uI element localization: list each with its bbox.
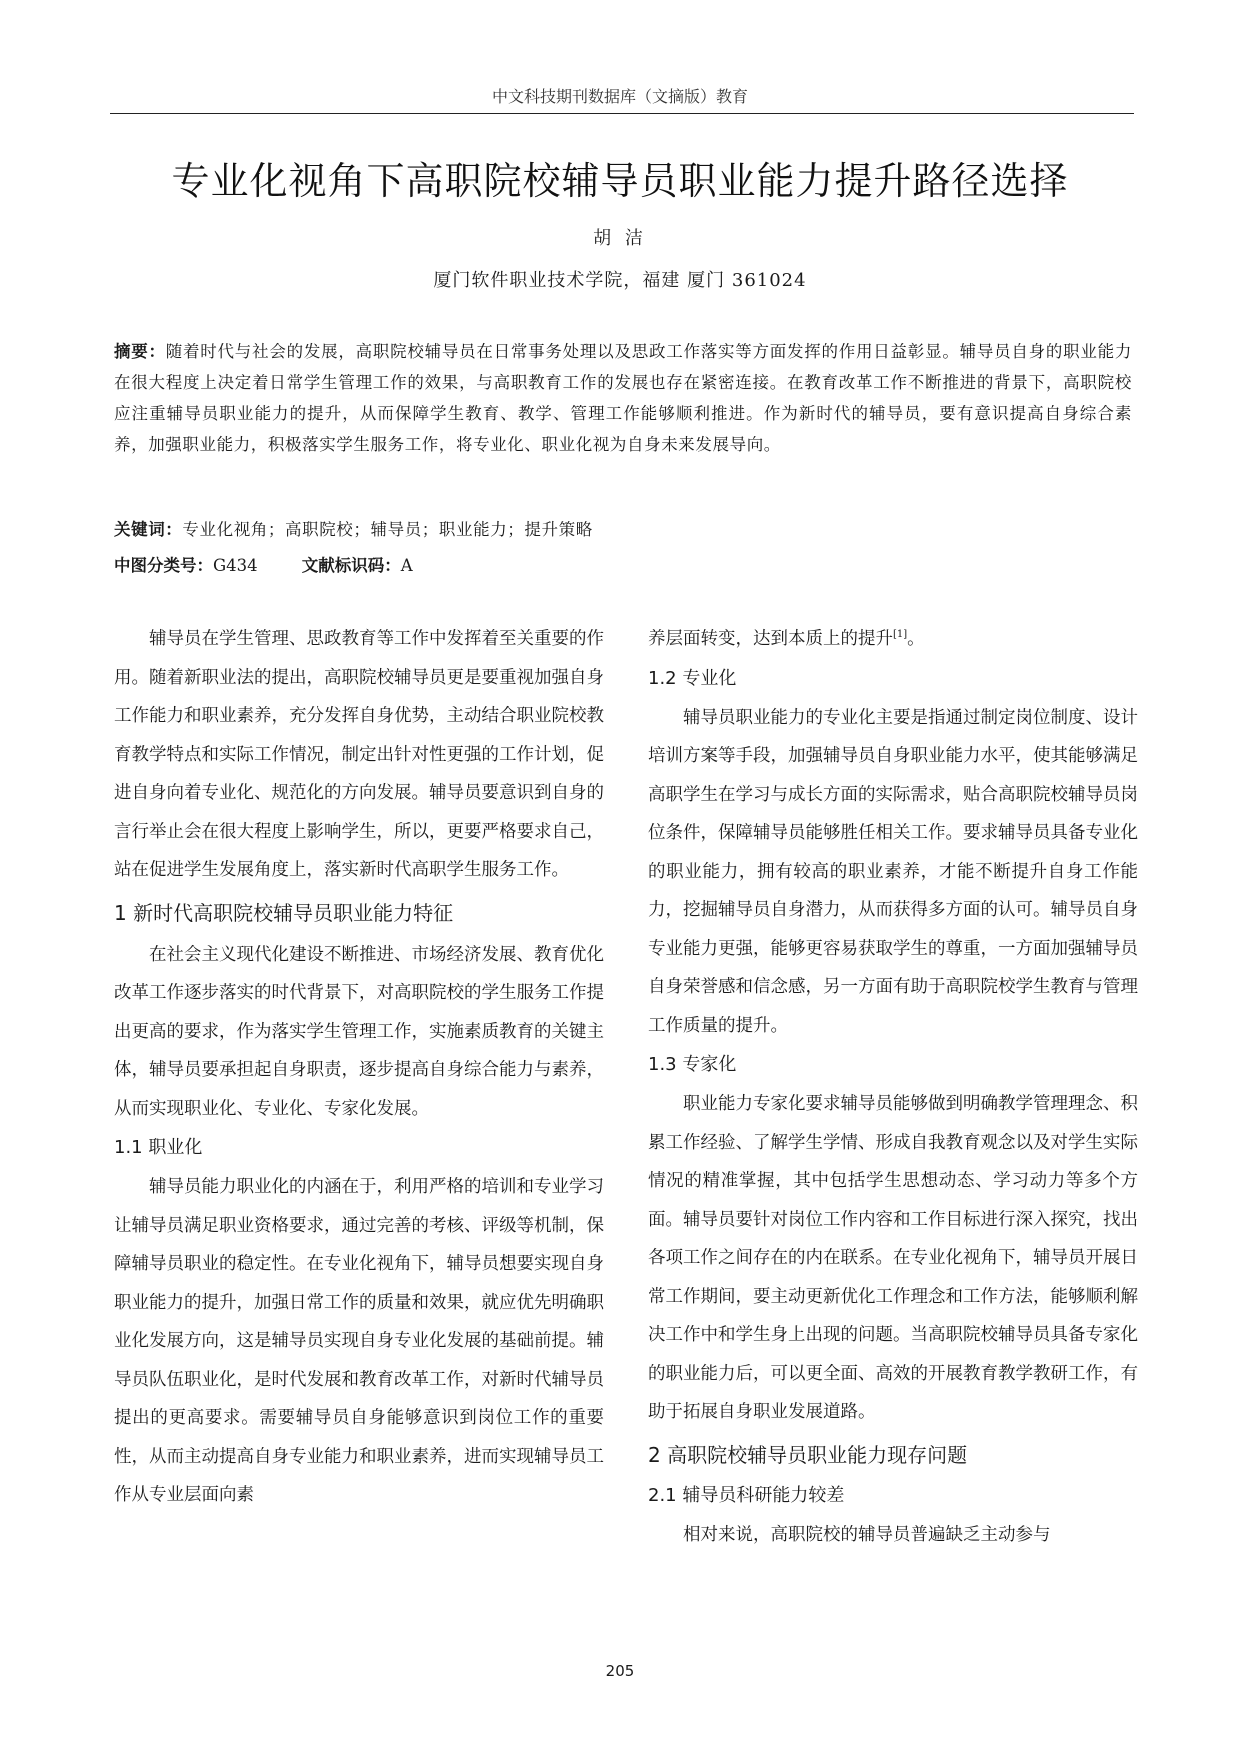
abstract-label: 摘要： (114, 342, 166, 361)
reference-marker: [1] (893, 629, 908, 641)
clc-code: G434 (213, 556, 258, 575)
author-name: 胡 洁 (593, 228, 647, 249)
section-1-1-heading: 1.1 职业化 (114, 1137, 203, 1158)
running-head: 中文科技期刊数据库（文摘版）教育 (491, 87, 748, 106)
keywords-label: 关键词： (114, 520, 183, 539)
right-column (648, 620, 1138, 1554)
continued-paragraph (648, 620, 1138, 659)
keywords-text: 专业化视角；高职院校；辅导员；职业能力；提升策略 (182, 520, 593, 539)
continued-text: 养层面转变，达到本质上的提升 (648, 629, 893, 649)
left-column (114, 620, 604, 1515)
doc-code-label: 文献标识码： (301, 556, 401, 575)
section-1-2-heading: 1.2 专业化 (648, 667, 737, 689)
author-affiliation: 厦门软件职业技术学院，福建 厦门 361024 (433, 270, 807, 291)
section-2-1-heading: 2.1 辅导员科研能力较差 (648, 1484, 845, 1506)
continued-end: 。 (907, 629, 925, 649)
section-1-2-paragraph: 辅导员职业能力的专业化主要是指通过制定岗位制度、设计培训方案等手段，加强辅导员自身职业能力水平，使其能够满足高职学生在学习与成长方面的实际需求，贴合高职院校辅导员岗位条件，保障辅导员能够胜任相关工作。要求辅导员具备专业化的职业能力，拥有较高的职业素养，才能不断提升自身工作能力，挖掘辅导员自身潜力，从而获得多方面的认可。辅导员自身专业能力更强，能够更容易获取学生的尊重，一方面加强辅导员自身荣誉感和信念感，另一方面有助于高职院校学生教育与管理工作质量的提升。 (648, 707, 1138, 1036)
keywords (114, 516, 1132, 540)
section-1-3-paragraph: 职业能力专家化要求辅导员能够做到明确教学管理理念、积累工作经验、了解学生学情、形成自我教育观念以及对学生实际情况的精准掌握，其中包括学生思想动态、学习动力等多个方面。辅导员要针对岗位工作内容和工作目标进行深入探究，找出各项工作之间存在的内在联系。在专业化视角下，辅导员开展日常工作期间，要主动更新优化工作理念和工作方法，能够顺利解决工作中和学生身上出现的问题。当高职院校辅导员具备专家化的职业能力后，可以更全面、高效的开展教育教学教研工作，有助于拓展自身职业发展道路。 (648, 1094, 1138, 1422)
section-1-1-paragraph: 辅导员能力职业化的内涵在于，利用严格的培训和专业学习让辅导员满足职业资格要求，通过完善的考核、评级等机制，保障辅导员职业的稳定性。在专业化视角下，辅导员想要实现自身职业能力的提升，加强日常工作的质量和效果，就应优先明确职业化发展方向，这是辅导员实现自身专业化发展的基础前提。辅导员队伍职业化，是时代发展和教育改革工作，对新时代辅导员提出的更高要求。需要辅导员自身能够意识到岗位工作的重要性，从而主动提高自身专业能力和职业素养，进而实现辅导员工作从专业层面向素 (114, 1177, 604, 1505)
abstract-text: 随着时代与社会的发展，高职院校辅导员在日常事务处理以及思政工作落实等方面发挥的作用日益彰显。辅导员自身的职业能力在很大程度上决定着日常学生管理工作的效果，与高职教育工作的发展也存在紧密连接。在教育改革工作不断推进的背景下，高职院校应注重辅导员职业能力的提升，从而保障学生教育、教学、管理工作能够顺利推进。作为新时代的辅导员，要有意识提高自身综合素养，加强职业能力，积极落实学生服务工作，将专业化、职业化视为自身未来发展导向。 (114, 342, 1132, 454)
abstract (114, 336, 1132, 460)
clc-label: 中图分类号： (114, 556, 213, 575)
section-1-heading: 1 新时代高职院校辅导员职业能力特征 (114, 900, 454, 925)
section-1-3-heading: 1.3 专家化 (648, 1054, 737, 1075)
header-rule (110, 113, 1134, 114)
section-2-heading: 2 高职院校辅导员职业能力现存问题 (648, 1442, 968, 1467)
section-1-paragraph: 在社会主义现代化建设不断推进、市场经济发展、教育优化改革工作逐步落实的时代背景下，对高职院校的学生服务工作提出更高的要求，作为落实学生管理工作，实施素质教育的关键主体，辅导员要承担起自身职责，逐步提高自身综合能力与素养，从而实现职业化、专业化、专家化发展。 (114, 944, 604, 1119)
doc-code: A (400, 556, 413, 575)
classification-line (114, 552, 1132, 576)
page-number: 205 (605, 1662, 635, 1680)
article-title: 专业化视角下高职院校辅导员职业能力提升路径选择 (171, 159, 1069, 203)
section-2-1-paragraph: 相对来说，高职院校的辅导员普遍缺乏主动参与 (683, 1524, 1051, 1545)
intro-paragraph: 辅导员在学生管理、思政教育等工作中发挥着至关重要的作用。随着新职业法的提出，高职院校辅导员更是要重视加强自身工作能力和职业素养，充分发挥自身优势，主动结合职业院校教育教学特点和实际工作情况，制定出针对性更强的工作计划，促进自身向着专业化、规范化的方向发展。辅导员要意识到自身的言行举止会在很大程度上影响学生，所以，更要严格要求自己，站在促进学生发展角度上，落实新时代高职学生服务工作。 (114, 629, 604, 880)
